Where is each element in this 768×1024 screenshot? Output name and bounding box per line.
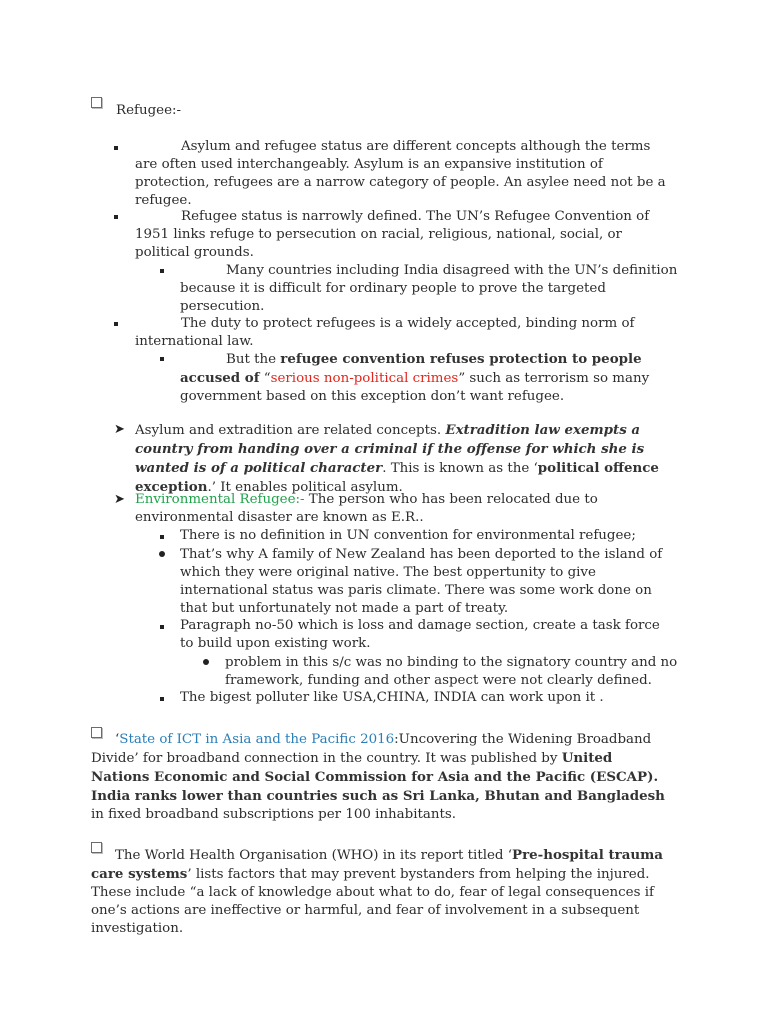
bullet-no-definition: There is no definition in UN convention for environmental refugee; [180, 528, 636, 543]
round-bullet-icon [203, 659, 209, 665]
square-bullet-icon [114, 322, 118, 326]
bullet-extradition: Asylum and extradition are related concepts. Extradition law exempts a country from handing over a criminal if the offense for which she is wanted is of a political character. This is known as the ‘political offence exception.’ It enables political asylum. [135, 422, 659, 495]
refugee-heading: Refugee:- [116, 103, 182, 118]
bullet-problem-sc: problem in this s/c was no binding to the signatory country and no framework, funding and other aspect were not clearly defined. [225, 655, 678, 688]
bullet-refugee-convention: But the refugee convention refuses protection to people accused of “serious non-political crimes” such as terrorism so many government based on this exception don’t want refugee. [180, 351, 650, 404]
arrow-bullet-icon: ➤ [114, 422, 125, 437]
square-bullet-icon [114, 146, 118, 150]
ict-report-title: State of ICT in Asia and the Pacific 2016 [119, 732, 395, 747]
bullet-countries-disagreed: Many countries including India disagreed with the UN’s definition because it is difficult for ordinary people to prove the targeted persecution. [180, 263, 678, 314]
arrow-bullet-icon: ➤ [114, 492, 125, 507]
environmental-refugee-label: Environmental Refugee:- [135, 492, 305, 507]
square-bullet-icon [160, 697, 164, 701]
bullet-duty-protect: The duty to protect refugees is a widely accepted, binding norm of international law. [135, 316, 635, 349]
checkbox-icon [91, 97, 102, 108]
ict-paragraph: ‘State of ICT in Asia and the Pacific 2016:Uncovering the Widening Broadband Divide’ for broadband connection in the country. It was published by United Nations Economic and Social Commission for Asia and the Pacific (ESCAP). India ranks lower than countries such as Sri Lanka, Bhutan and Bangladesh in fixed broadband subscriptions per 100 inhabitants. [91, 732, 665, 822]
square-bullet-icon [160, 269, 164, 273]
bullet-new-zealand: That’s why A family of New Zealand has been deported to the island of which they were original native. The best oppertunity to give international status was paris climate. There was some work done on that but unfortunately not made a part of treaty. [180, 547, 663, 616]
bullet-biggest-polluter: The bigest polluter like USA,CHINA, INDIA can work upon it . [180, 690, 604, 705]
who-paragraph: The World Health Organisation (WHO) in its report titled ‘Pre-hospital trauma care systems’ lists factors that may prevent bystanders from helping the injured. These include “a lack of knowledge about what to do, fear of legal consequences if one’s actions are ineffective or harmful, and fear of involvement in a subsequent investigation. [91, 847, 663, 936]
square-bullet-icon [160, 625, 164, 629]
round-bullet-icon [159, 551, 165, 557]
bullet-asylum-refugee: Asylum and refugee status are different concepts although the terms are often used interchangeably. Asylum is an expansive institution of protection, refugees are a narrow category of people. An asylee need not be a refugee. [135, 139, 666, 208]
square-bullet-icon [160, 535, 164, 539]
square-bullet-icon [114, 215, 118, 219]
bullet-refugee-status: Refugee status is narrowly defined. The UN’s Refugee Convention of 1951 links refuge to persecution on racial, religious, national, social, or political grounds. [135, 209, 650, 260]
serious-crimes-text: serious non-political crimes [270, 371, 459, 386]
bullet-environmental-refugee: Environmental Refugee:- The person who has been relocated due to environmental disaster are known as E.R.. [135, 492, 598, 525]
square-bullet-icon [160, 357, 164, 361]
bullet-paragraph-50: Paragraph no-50 which is loss and damage section, create a task force to build upon existing work. [180, 618, 660, 651]
